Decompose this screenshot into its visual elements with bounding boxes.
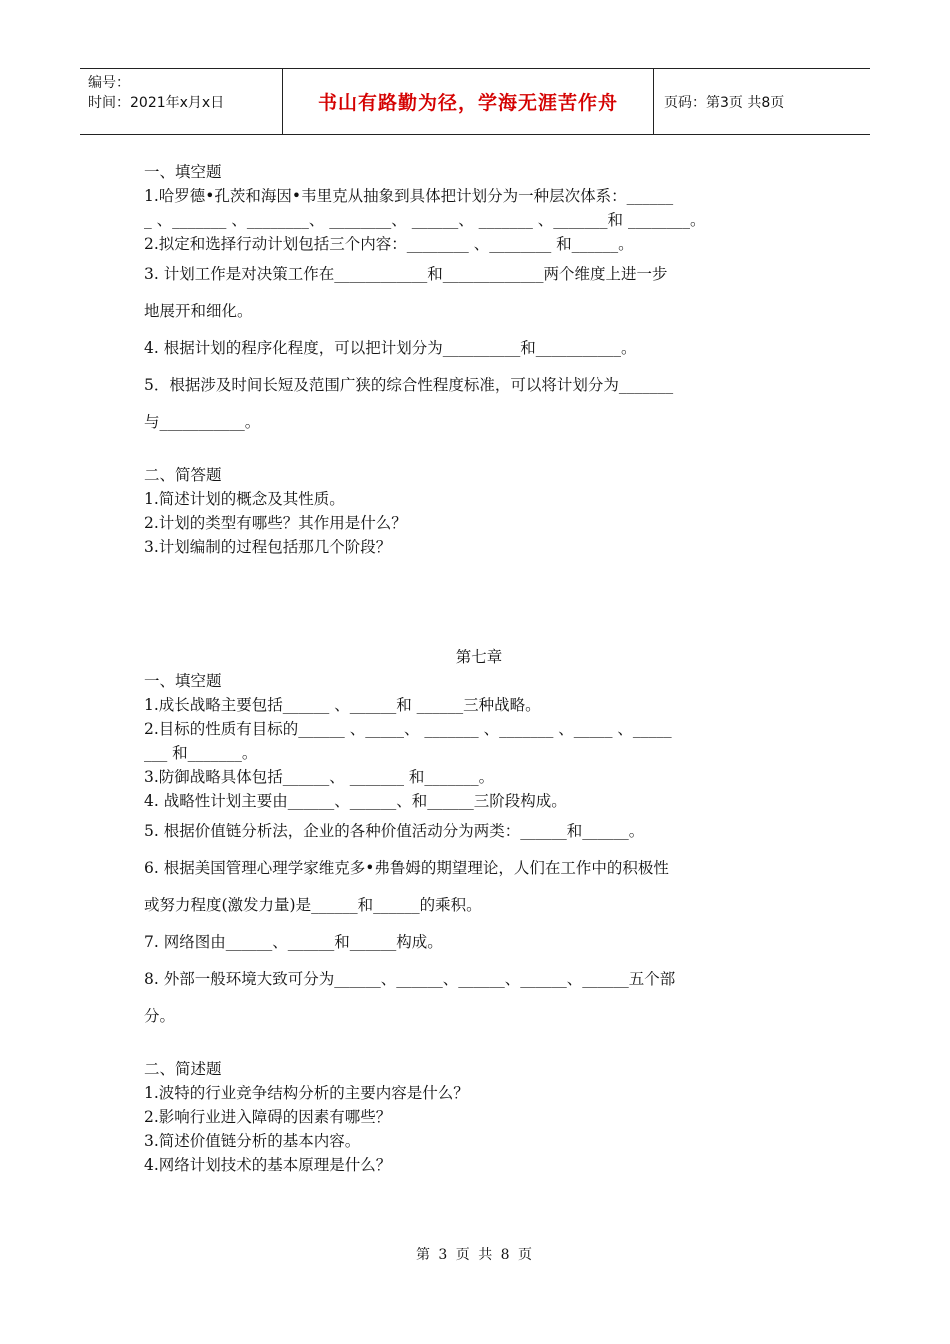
document-body [144,160,814,1177]
document-line: 2.拟定和选择行动计划包括三个内容：________ 、________ 和______。 [144,235,634,253]
document-line: 2.影响行业进入障碍的因素有哪些？ [144,1108,392,1126]
header-meta [80,69,282,134]
document-line: 2.计划的类型有哪些？其作用是什么？ [144,514,407,532]
header-page-info: 页码：第3页 共8页 [664,94,785,111]
section-gap [144,559,814,645]
document-line: 3.计划编制的过程包括那几个阶段？ [144,538,392,556]
document-line: 二、简述题 [144,1060,222,1078]
page-header [80,68,870,135]
document-line: 1.波特的行业竞争结构分析的主要内容是什么？ [144,1084,469,1102]
document-line: _ 、_______ 、________、 ________、 ______、 _______ 、_______和 ________。 [144,211,706,229]
document-line: 6. 根据美国管理心理学家维克多•弗鲁姆的期望理论，人们在工作中的积极性 [144,859,669,877]
document-line: 或努力程度(激发力量)是______和______的乘积。 [144,896,482,914]
doc-number-label: 编号： [88,75,130,91]
document-line: 4. 战略性计划主要由______、______、和______三阶段构成。 [144,792,567,810]
document-line: 4.网络计划技术的基本原理是什么？ [144,1156,392,1174]
document-line: 4. 根据计划的程序化程度，可以把计划分为__________和___________。 [144,339,637,357]
document-line: ___ 和_______。 [144,744,258,762]
document-line: 与___________。 [144,413,261,431]
document-line: 8. 外部一般环境大致可分为______、______、______、______、______五个部 [144,970,676,988]
document-line: 地展开和细化。 [144,302,253,320]
chapter-title: 第七章 [455,648,503,666]
document-line: 二、简答题 [144,466,222,484]
document-line: 3. 计划工作是对决策工作在____________和_____________两个维度上进一步 [144,265,668,283]
document-line: 5．根据涉及时间长短及范围广狭的综合性程度标准，可以将计划分为_______ [144,376,674,394]
document-line: 一、填空题 [144,163,222,181]
page-footer: 第 3 页 共 8 页 [415,1247,535,1263]
document-line: 2.目标的性质有目标的______ 、_____、 _______ 、_______ 、_____ 、_____ [144,720,672,738]
document-line: 3.简述价值链分析的基本内容。 [144,1132,361,1150]
document-line: 分。 [144,1007,176,1025]
document-line: 1.哈罗德•孔茨和海因•韦里克从抽象到具体把计划分为一种层次体系：______ [144,187,674,205]
document-line: 1.简述计划的概念及其性质。 [144,490,345,508]
section-gap [144,441,814,463]
document-line: 一、填空题 [144,672,222,690]
section-gap [144,1035,814,1057]
document-line: 3.防御战略具体包括______、 _______ 和_______。 [144,768,495,786]
document-line: 7. 网络图由______、______和______构成。 [144,933,443,951]
doc-time-label: 时间：2021年x月x日 [88,95,225,111]
document-line: 1.成长战略主要包括______ 、______和 ______三种战略。 [144,696,541,714]
document-line: 5. 根据价值链分析法，企业的各种价值活动分为两类：______和______。 [144,822,645,840]
header-motto: 书山有路勤为径，学海无涯苦作舟 [282,69,654,134]
